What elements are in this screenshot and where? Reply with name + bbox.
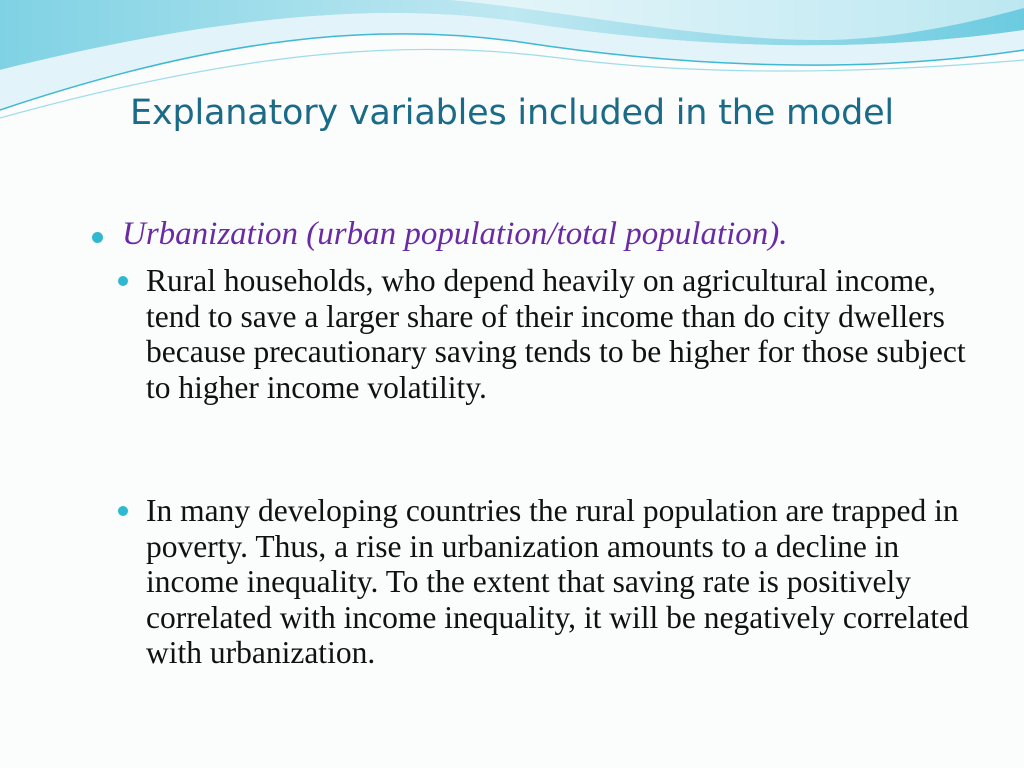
bullet-urbanization: Urbanization (urban population/total population).	[122, 216, 788, 252]
sub-bullet-developing-countries: In many developing countries the rural population are trapped in poverty. Thus, a rise in urbanization amounts to a decline in income inequality. To the extent that saving rate is positively correlated with income inequality, it will be negatively correlated with urbanization.	[146, 493, 969, 670]
sub-bullet-icon	[118, 506, 128, 516]
sub-bullet-rural-households: Rural households, who depend heavily on agricultural income, tend to save a larger share of their income than do city dwellers because precautionary saving tends to be higher for those subject to higher income volatility.	[146, 263, 966, 405]
slide-title: Explanatory variables included in the model	[130, 93, 894, 133]
sub-bullet-icon	[118, 276, 128, 286]
bullet-icon	[92, 232, 103, 243]
